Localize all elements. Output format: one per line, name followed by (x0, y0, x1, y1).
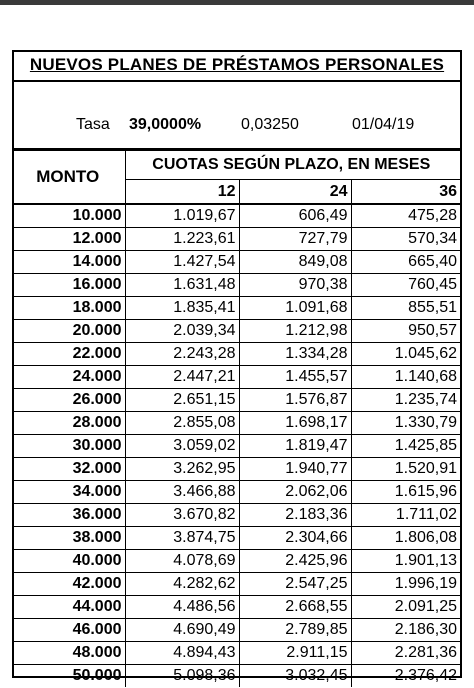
installment-cell: 2.304,66 (239, 527, 351, 550)
loan-amount-cell: 20.000 (14, 320, 125, 343)
loan-amount-cell: 10.000 (14, 204, 125, 228)
installment-cell: 1.940,77 (239, 458, 351, 481)
table-row (14, 550, 460, 573)
installment-cell: 570,34 (351, 228, 460, 251)
table-row (14, 320, 460, 343)
loan-amount-cell: 50.000 (14, 665, 125, 688)
table-row (14, 458, 460, 481)
installment-cell: 4.486,56 (125, 596, 239, 619)
rate-info (14, 82, 460, 150)
loan-amount-cell: 12.000 (14, 228, 125, 251)
table-row (14, 527, 460, 550)
installment-cell: 3.670,82 (125, 504, 239, 527)
installment-cell: 2.243,28 (125, 343, 239, 366)
loan-amount-cell: 30.000 (14, 435, 125, 458)
loan-amount-cell: 40.000 (14, 550, 125, 573)
installment-cell: 3.874,75 (125, 527, 239, 550)
table-body (14, 204, 460, 687)
installment-cell: 1.520,91 (351, 458, 460, 481)
table-row (14, 274, 460, 297)
loan-amount-cell: 34.000 (14, 481, 125, 504)
loan-amount-cell: 32.000 (14, 458, 125, 481)
installment-cell: 2.547,25 (239, 573, 351, 596)
installment-cell: 1.223,61 (125, 228, 239, 251)
installment-cell: 3.262,95 (125, 458, 239, 481)
rate-factor: 0,03250 (241, 116, 299, 133)
loan-amount-cell: 36.000 (14, 504, 125, 527)
installment-cell: 2.425,96 (239, 550, 351, 573)
installment-cell: 849,08 (239, 251, 351, 274)
installment-cell: 1.427,54 (125, 251, 239, 274)
installment-cell: 970,38 (239, 274, 351, 297)
table-row (14, 204, 460, 228)
installment-cell: 1.806,08 (351, 527, 460, 550)
installment-cell: 1.019,67 (125, 204, 239, 228)
installment-cell: 606,49 (239, 204, 351, 228)
header-monto: MONTO (14, 151, 125, 205)
installment-cell: 5.098,36 (125, 665, 239, 688)
loan-amount-cell: 16.000 (14, 274, 125, 297)
installment-cell: 2.789,85 (239, 619, 351, 642)
loan-plan-sheet (12, 50, 462, 684)
table-row (14, 573, 460, 596)
installment-cell: 2.186,30 (351, 619, 460, 642)
installment-cell: 1.091,68 (239, 297, 351, 320)
table-row (14, 251, 460, 274)
loan-amount-cell: 42.000 (14, 573, 125, 596)
installment-cell: 3.466,88 (125, 481, 239, 504)
table-row (14, 504, 460, 527)
loan-amount-cell: 38.000 (14, 527, 125, 550)
installment-cell: 1.576,87 (239, 389, 351, 412)
rate-label: Tasa (76, 116, 110, 133)
installment-cell: 1.819,47 (239, 435, 351, 458)
installment-cell: 2.281,36 (351, 642, 460, 665)
installment-cell: 2.062,06 (239, 481, 351, 504)
installment-cell: 3.059,02 (125, 435, 239, 458)
loan-amount-cell: 18.000 (14, 297, 125, 320)
installments-table (14, 150, 460, 687)
installment-cell: 727,79 (239, 228, 351, 251)
table-row (14, 228, 460, 251)
installment-cell: 2.447,21 (125, 366, 239, 389)
installment-cell: 665,40 (351, 251, 460, 274)
installment-cell: 2.183,36 (239, 504, 351, 527)
loan-amount-cell: 14.000 (14, 251, 125, 274)
installment-cell: 1.615,96 (351, 481, 460, 504)
table-row (14, 435, 460, 458)
loan-amount-cell: 24.000 (14, 366, 125, 389)
header-term: 24 (239, 180, 351, 205)
installment-cell: 2.911,15 (239, 642, 351, 665)
sheet-title-text: NUEVOS PLANES DE PRÉSTAMOS PERSONALES (29, 55, 445, 74)
installment-cell: 3.032,45 (239, 665, 351, 688)
loan-amount-cell: 46.000 (14, 619, 125, 642)
table-row (14, 412, 460, 435)
loan-amount-cell: 44.000 (14, 596, 125, 619)
header-cuotas: CUOTAS SEGÚN PLAZO, EN MESES (125, 151, 460, 180)
table-row (14, 665, 460, 688)
table-row (14, 481, 460, 504)
installment-cell: 2.668,55 (239, 596, 351, 619)
installment-cell: 2.855,08 (125, 412, 239, 435)
installment-cell: 4.078,69 (125, 550, 239, 573)
header-term: 12 (125, 180, 239, 205)
installment-cell: 475,28 (351, 204, 460, 228)
rate-percent: 39,0000% (129, 116, 202, 133)
installment-cell: 1.334,28 (239, 343, 351, 366)
installment-cell: 2.091,25 (351, 596, 460, 619)
table-row (14, 642, 460, 665)
installment-cell: 1.631,48 (125, 274, 239, 297)
installment-cell: 1.901,13 (351, 550, 460, 573)
header-term: 36 (351, 180, 460, 205)
table-row (14, 596, 460, 619)
installment-cell: 2.039,34 (125, 320, 239, 343)
table-row (14, 366, 460, 389)
installment-cell: 950,57 (351, 320, 460, 343)
loan-amount-cell: 22.000 (14, 343, 125, 366)
installment-cell: 1.235,74 (351, 389, 460, 412)
installment-cell: 1.835,41 (125, 297, 239, 320)
table-row (14, 619, 460, 642)
table-row (14, 297, 460, 320)
installment-cell: 1.212,98 (239, 320, 351, 343)
installment-cell: 1.455,57 (239, 366, 351, 389)
installment-cell: 1.140,68 (351, 366, 460, 389)
loan-amount-cell: 26.000 (14, 389, 125, 412)
installment-cell: 760,45 (351, 274, 460, 297)
installment-cell: 1.425,85 (351, 435, 460, 458)
installment-cell: 4.894,43 (125, 642, 239, 665)
installment-cell: 1.711,02 (351, 504, 460, 527)
installment-cell: 1.996,19 (351, 573, 460, 596)
installment-cell: 855,51 (351, 297, 460, 320)
installment-cell: 4.690,49 (125, 619, 239, 642)
installment-cell: 2.376,42 (351, 665, 460, 688)
loan-amount-cell: 48.000 (14, 642, 125, 665)
top-edge-bar (0, 0, 474, 5)
loan-amount-cell: 28.000 (14, 412, 125, 435)
installment-cell: 1.330,79 (351, 412, 460, 435)
rate-date: 01/04/19 (352, 116, 415, 133)
installment-cell: 1.698,17 (239, 412, 351, 435)
table-row (14, 389, 460, 412)
sheet-title (14, 52, 460, 82)
installment-cell: 2.651,15 (125, 389, 239, 412)
installment-cell: 1.045,62 (351, 343, 460, 366)
installment-cell: 4.282,62 (125, 573, 239, 596)
table-row (14, 343, 460, 366)
